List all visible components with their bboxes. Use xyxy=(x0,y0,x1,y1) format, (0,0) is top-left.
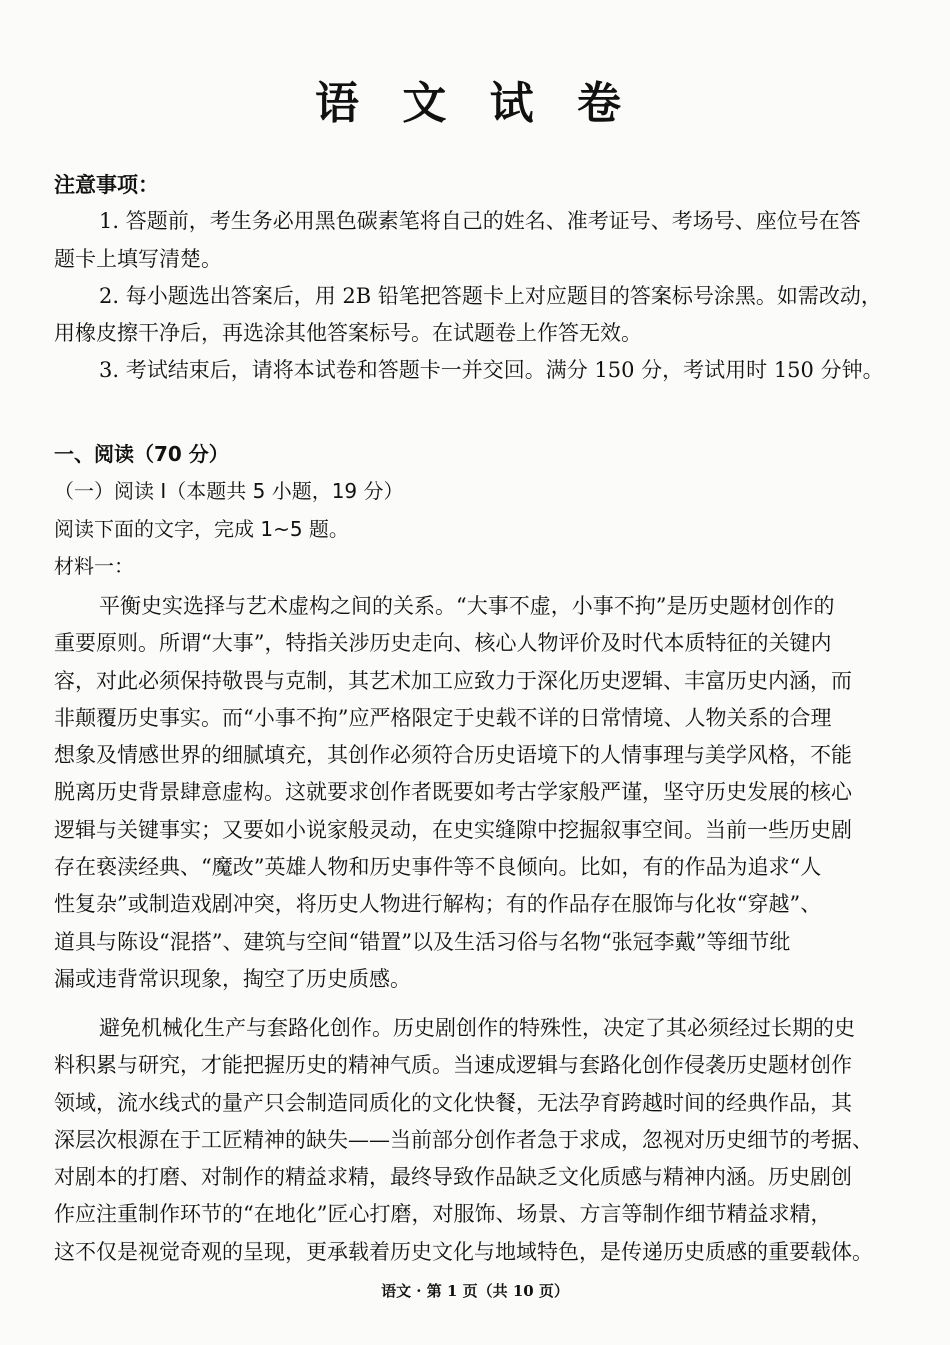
text-line: 逻辑与关键事实；又要如小说家般灵动，在史实缝隙中挖掘叙事空间。当前一些历史剧 xyxy=(54,817,852,842)
notice-line: 2. 每小题选出答案后，用 2B 铅笔把答题卡上对应题目的答案标号涂黑。如需改动， xyxy=(99,283,882,308)
notice-line: 用橡皮擦干净后，再选涂其他答案标号。在试题卷上作答无效。 xyxy=(54,321,642,346)
section-subheading: （一）阅读 I（本题共 5 小题，19 分） xyxy=(54,479,404,504)
section-instruction: 阅读下面的文字，完成 1~5 题。 xyxy=(54,516,349,541)
text-line: 重要原则。所谓“大事”，特指关涉历史走向、核心人物评价及时代本质特征的关键内 xyxy=(54,631,832,656)
text-line: 性复杂”或制造戏剧冲突，将历史人物进行解构；有的作品存在服饰与化妆“穿越”、 xyxy=(54,892,822,917)
paragraph-2 xyxy=(54,1010,936,1271)
notice-line: 1. 答题前，考生务必用黑色碳素笔将自己的姓名、准考证号、考场号、座位号在答 xyxy=(99,209,861,234)
text-line: 漏或违背常识现象，掏空了历史质感。 xyxy=(54,966,411,991)
notice-section xyxy=(54,166,936,390)
text-line: 领域，流水线式的量产只会制造同质化的文化快餐，无法孕育跨越时间的经典作品，其 xyxy=(54,1090,852,1115)
text-line: 容，对此必须保持敬畏与克制，其艺术加工应致力于深化历史逻辑、丰富历史内涵，而 xyxy=(54,668,852,693)
page-footer: 语文 · 第 1 页（共 10 页） xyxy=(381,1282,569,1300)
text-line: 非颠覆历史事实。而“小事不拘”应严格限定于史载不详的日常情境、人物关系的合理 xyxy=(54,705,832,730)
page-title: 语 文 试 卷 xyxy=(315,78,635,129)
section-heading: 一、阅读（70 分） xyxy=(54,442,229,466)
text-line: 作应注重制作环节的“在地化”匠心打磨，对服饰、场景、方言等制作细节精益求精， xyxy=(54,1202,832,1227)
text-line: 深层次根源在于工匠精神的缺失——当前部分创作者急于求成，忽视对历史细节的考据、 xyxy=(54,1127,873,1152)
text-line: 存在亵渎经典、“魔改”英雄人物和历史事件等不良倾向。比如，有的作品为追求“人 xyxy=(54,855,822,880)
material-label: 材料一： xyxy=(54,553,134,578)
notice-line: 3. 考试结束后，请将本试卷和答题卡一并交回。满分 150 分，考试用时 150 分钟。 xyxy=(99,358,884,383)
text-line: 道具与陈设“混搭”、建筑与空间“错置”以及生活习俗与名物“张冠李戴”等细节纰 xyxy=(54,929,791,954)
text-line: 平衡史实选择与艺术虚构之间的关系。“大事不虚，小事不拘”是历史题材创作的 xyxy=(99,594,835,618)
text-line: 对剧本的打磨、对制作的精益求精，最终导致作品缺乏文化质感与精神内涵。历史剧创 xyxy=(54,1165,852,1190)
text-line: 脱离历史背景肆意虚构。这就要求创作者既要如考古学家般严谨，坚守历史发展的核心 xyxy=(54,780,852,805)
paragraph-1 xyxy=(54,588,936,998)
text-line: 想象及情感世界的细腻填充，其创作必须符合历史语境下的人情事理与美学风格，不能 xyxy=(54,743,852,768)
text-line: 避免机械化生产与套路化创作。历史剧创作的特殊性，决定了其必须经过长期的史 xyxy=(99,1016,855,1040)
notice-line: 题卡上填写清楚。 xyxy=(54,246,222,271)
reading-section-header xyxy=(54,436,936,585)
notice-heading: 注意事项： xyxy=(54,172,159,197)
text-line: 料积累与研究，才能把握历史的精神气质。当速成逻辑与套路化创作侵袭历史题材创作 xyxy=(54,1053,852,1078)
text-line: 这不仅是视觉奇观的呈现，更承载着历史文化与地域特色，是传递历史质感的重要载体。 xyxy=(54,1239,873,1264)
